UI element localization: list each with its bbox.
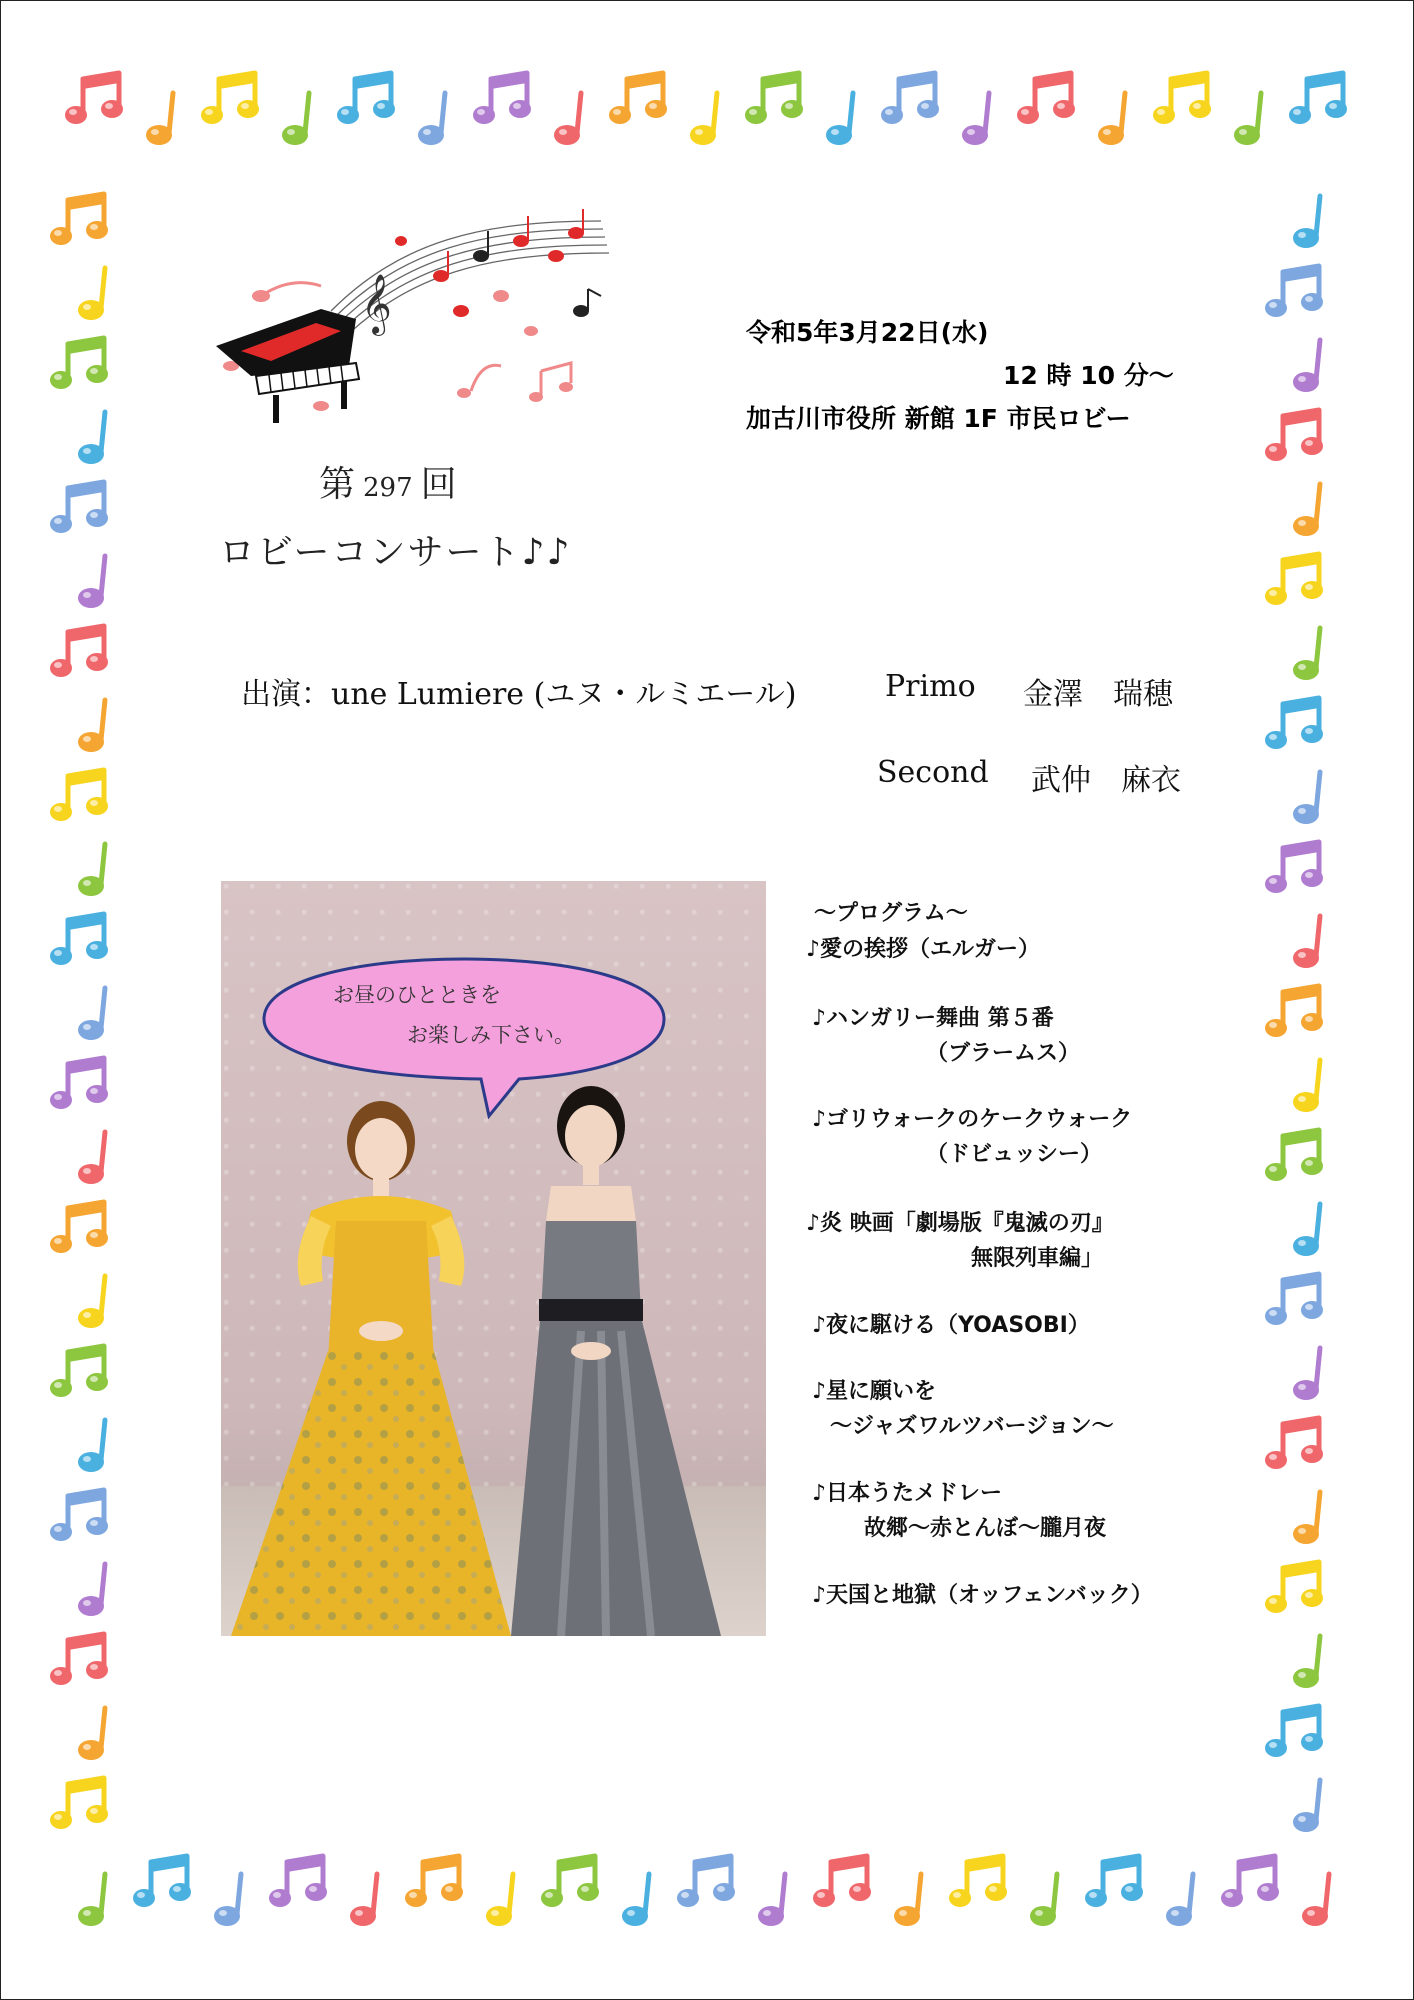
music-note-icon — [605, 65, 675, 135]
music-note-icon — [46, 618, 116, 688]
speech-bubble — [259, 951, 669, 1121]
music-note-icon — [197, 65, 267, 135]
music-note-icon — [61, 1864, 131, 1934]
music-note-icon — [741, 1864, 811, 1934]
bubble-line-2: お楽しみ下さい。 — [407, 1023, 575, 1047]
music-note-icon — [1261, 690, 1331, 760]
music-note-icon — [877, 65, 947, 135]
music-note-icon — [1217, 1848, 1287, 1918]
music-note-icon — [1261, 1698, 1331, 1768]
music-note-icon — [1276, 762, 1346, 832]
music-note-icon — [46, 906, 116, 976]
music-note-icon — [1217, 83, 1287, 153]
primo-name: 金澤 瑞穂 — [1023, 677, 1173, 712]
music-note-icon — [1261, 1266, 1331, 1336]
music-note-icon — [401, 83, 471, 153]
concert-count — [319, 456, 457, 507]
music-note-icon — [945, 83, 1015, 153]
music-note-icon — [1276, 906, 1346, 976]
music-note-icon — [1276, 474, 1346, 544]
count-number: 297 — [363, 473, 413, 503]
music-note-icon — [61, 834, 131, 904]
second-role: Second — [877, 755, 989, 790]
music-note-icon — [46, 1050, 116, 1120]
music-note-icon — [61, 1554, 131, 1624]
music-note-icon — [1081, 83, 1151, 153]
program-item: ♪炎 映画「劇場版『鬼滅の刃』 — [806, 1211, 1114, 1236]
music-note-icon — [61, 1122, 131, 1192]
performers-photo — [221, 881, 766, 1636]
music-note-icon — [673, 83, 743, 153]
count-prefix: 第 — [319, 464, 356, 505]
music-note-icon — [46, 1194, 116, 1264]
music-note-icon — [1013, 1864, 1083, 1934]
music-note-icon — [537, 1848, 607, 1918]
second-name: 武仲 麻衣 — [1031, 763, 1181, 798]
music-note-icon — [469, 65, 539, 135]
music-note-icon — [61, 402, 131, 472]
music-note-icon — [605, 1864, 675, 1934]
music-note-icon — [945, 1848, 1015, 1918]
music-note-icon — [1285, 65, 1355, 135]
music-note-icon — [61, 1698, 131, 1768]
music-note-icon — [809, 1848, 879, 1918]
music-note-icon — [46, 1338, 116, 1408]
music-note-icon — [1261, 1122, 1331, 1192]
music-note-icon — [1013, 65, 1083, 135]
music-note-icon — [61, 978, 131, 1048]
program-item: ♪愛の挨拶（エルガー） — [806, 937, 1041, 962]
performer-primo-figure — [231, 1101, 511, 1636]
music-note-icon — [1276, 330, 1346, 400]
music-note-icon — [1261, 834, 1331, 904]
music-note-icon — [61, 258, 131, 328]
music-note-icon — [1276, 1770, 1346, 1840]
program-item: ♪天国と地獄（オッフェンバック） — [812, 1583, 1153, 1608]
program-item: ♪ハンガリー舞曲 第５番 — [812, 1006, 1054, 1031]
music-note-icon — [46, 1482, 116, 1552]
music-note-icon — [1149, 65, 1219, 135]
music-note-icon — [877, 1864, 947, 1934]
concert-title: ロビーコンサート♪♪ — [219, 532, 572, 573]
event-date: 令和5年3月22日(水) — [746, 318, 989, 347]
music-note-icon — [1276, 618, 1346, 688]
music-note-icon — [469, 1864, 539, 1934]
music-note-icon — [809, 83, 879, 153]
music-note-icon — [1276, 1626, 1346, 1696]
music-note-icon — [61, 690, 131, 760]
music-note-icon — [46, 474, 116, 544]
music-note-icon — [673, 1848, 743, 1918]
music-note-icon — [265, 83, 335, 153]
music-note-icon — [1081, 1848, 1151, 1918]
music-note-icon — [46, 1770, 116, 1840]
program-item-composer: （ブラームス） — [926, 1041, 1081, 1066]
grand-piano-illustration — [201, 201, 631, 441]
music-note-icon — [1261, 546, 1331, 616]
performer-group: 出演：une Lumiere (ユヌ・ルミエール) — [241, 677, 797, 712]
bubble-line-1: お昼のひとときを — [333, 983, 501, 1007]
program-item-composer: （ドビュッシー） — [926, 1142, 1103, 1167]
program-item-subtitle: 無限列車編」 — [971, 1246, 1104, 1271]
music-note-icon — [741, 65, 811, 135]
music-note-icon — [1261, 1410, 1331, 1480]
music-note-icon — [1276, 1482, 1346, 1552]
music-note-icon — [1276, 1194, 1346, 1264]
music-note-icon — [401, 1848, 471, 1918]
program-item: ♪日本うたメドレー — [812, 1481, 1003, 1506]
music-note-icon — [333, 1864, 403, 1934]
music-note-icon — [129, 83, 199, 153]
music-note-icon — [197, 1864, 267, 1934]
music-note-icon — [1285, 1864, 1355, 1934]
music-note-icon — [46, 1626, 116, 1696]
music-note-icon — [61, 1266, 131, 1336]
music-note-icon — [1261, 978, 1331, 1048]
music-note-icon — [1261, 258, 1331, 328]
music-note-icon — [537, 83, 607, 153]
music-note-icon — [265, 1848, 335, 1918]
program-item: ♪夜に駆ける（YOASOBI） — [812, 1313, 1090, 1338]
music-note-icon — [46, 186, 116, 256]
music-note-icon — [46, 330, 116, 400]
music-note-icon — [129, 1848, 199, 1918]
music-note-icon — [61, 65, 131, 135]
program-item: ♪星に願いを — [812, 1379, 937, 1404]
music-note-icon — [1276, 1050, 1346, 1120]
event-venue: 加古川市役所 新館 1F 市民ロビー — [746, 404, 1131, 433]
music-note-icon — [61, 1410, 131, 1480]
program-item: ♪ゴリウォークのケークウォーク — [812, 1107, 1133, 1132]
music-note-icon — [1276, 186, 1346, 256]
music-note-icon — [1261, 402, 1331, 472]
program-heading: ～プログラム～ — [814, 901, 968, 926]
music-note-icon — [1276, 1338, 1346, 1408]
performer-second-figure — [511, 1086, 721, 1636]
program-item-subtitle: ～ジャズワルツバージョン～ — [830, 1414, 1114, 1439]
program-item-subtitle: 故郷～赤とんぼ～朧月夜 — [864, 1516, 1107, 1541]
event-time: 12 時 10 分～ — [1003, 361, 1174, 390]
count-suffix: 回 — [420, 464, 457, 505]
music-note-icon — [1149, 1864, 1219, 1934]
treble-clef-icon: 𝄞 — [361, 274, 392, 334]
music-note-icon — [46, 762, 116, 832]
music-note-icon — [1261, 1554, 1331, 1624]
music-note-icon — [61, 546, 131, 616]
primo-role: Primo — [885, 669, 976, 704]
music-note-icon — [333, 65, 403, 135]
